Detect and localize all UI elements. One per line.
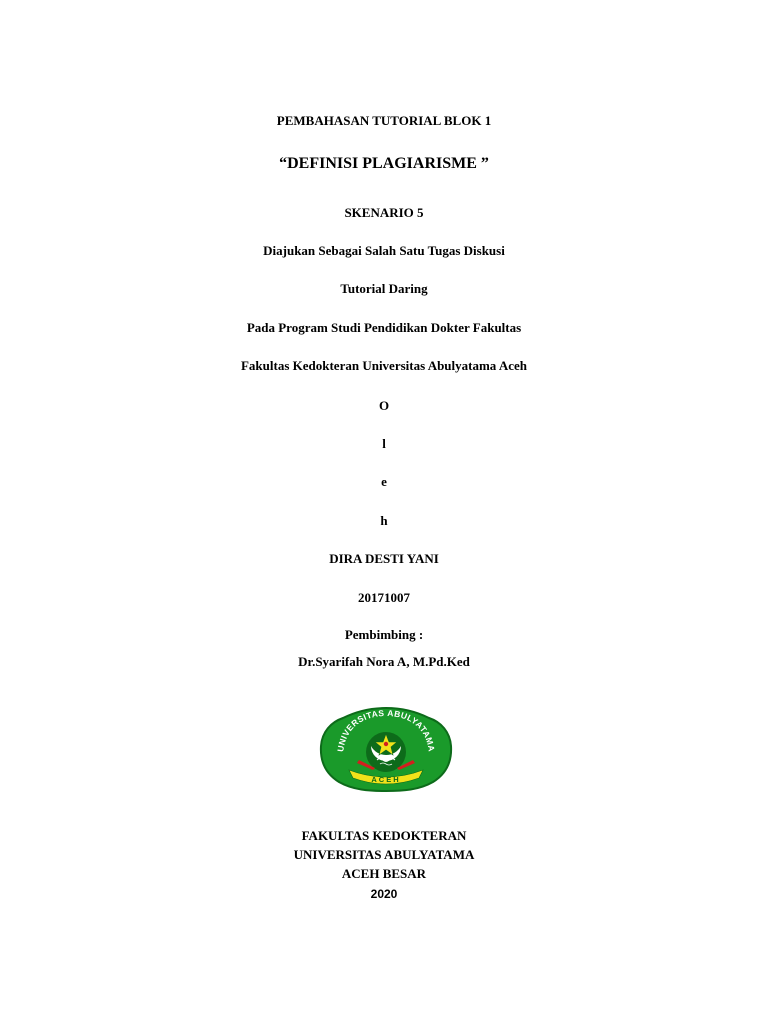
by-letter-o: O — [378, 398, 390, 413]
logo-bottom-text: ACEH — [371, 775, 401, 784]
by-letter-h: h — [380, 513, 388, 528]
purpose-line-1: Diajukan Sebagai Salah Satu Tugas Diskusi — [263, 243, 505, 258]
document-heading: PEMBAHASAN TUTORIAL BLOK 1 — [276, 113, 492, 128]
scenario-label: SKENARIO 5 — [344, 205, 424, 220]
purpose-line-4: Fakultas Kedokteran Universitas Abulyatama Aceh — [240, 358, 527, 373]
footer-university: UNIVERSITAS ABULYATAMA — [293, 847, 475, 862]
advisor-name: Dr.Syarifah Nora A, M.Pd.Ked — [298, 654, 470, 669]
by-letter-l: l — [382, 436, 386, 451]
author-name: DIRA DESTI YANI — [329, 551, 439, 566]
by-letter-e: e — [381, 474, 387, 489]
university-logo — [319, 706, 453, 792]
purpose-line-2: Tutorial Daring — [340, 281, 428, 296]
footer-faculty: FAKULTAS KEDOKTERAN — [301, 828, 467, 843]
purpose-line-3: Pada Program Studi Pendidikan Dokter Fakultas — [246, 320, 522, 335]
document-title: “DEFINISI PLAGIARISME ” — [279, 155, 489, 172]
logo-star-center — [384, 742, 388, 746]
advisor-label: Pembimbing : — [344, 627, 424, 642]
logo-ring-text: UNIVERSITAS ABULYATAMA — [335, 707, 437, 753]
footer-year: 2020 — [370, 887, 398, 901]
author-id: 20171007 — [358, 590, 410, 605]
footer-location: ACEH BESAR — [341, 866, 427, 881]
